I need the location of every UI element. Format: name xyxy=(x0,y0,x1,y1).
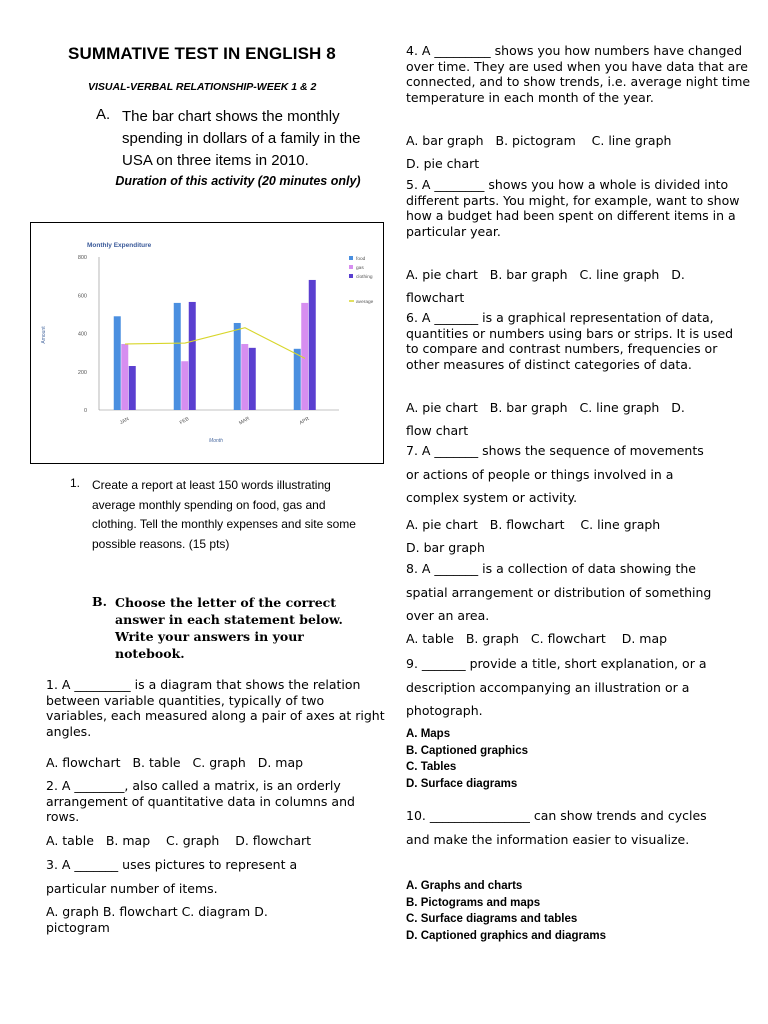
question-9-option-a: A. Maps xyxy=(406,728,451,740)
x-tick-label: JAN xyxy=(118,416,131,427)
question-4-choices: A. bar graph B. pictogram C. line graph D. pie chart xyxy=(406,133,672,171)
legend-label-gas: gas xyxy=(356,266,364,271)
question-10-option-a: A. Graphs and charts xyxy=(406,880,523,892)
legend-label-average: average xyxy=(356,300,374,305)
x-tick-label: FEB xyxy=(178,416,191,427)
bar-gas-jan xyxy=(121,344,128,410)
section-b-text: Choose the letter of the correct answer in each statement below. Write your answers in your notebook. xyxy=(115,595,343,661)
section-a-letter: A. xyxy=(96,106,111,123)
question-10-stem: 10. ________________ can show trends and cycles and make the information easier to visualize. xyxy=(406,808,707,847)
bar-food-mar xyxy=(234,323,241,410)
x-tick-label: MAR xyxy=(238,415,251,427)
question-1-choices: A. flowchart B. table C. graph D. map xyxy=(46,755,304,770)
legend-swatch-clothing xyxy=(349,274,353,278)
page-title: SUMMATIVE TEST IN ENGLISH 8 xyxy=(68,44,336,63)
question-1-stem: 1. A _________ is a diagram that shows the relation between variable quantities, typically of two variables, each measured along a pair of axes at right angles. xyxy=(46,677,385,739)
x-axis-label: Month xyxy=(209,438,223,444)
y-tick-label: 600 xyxy=(77,293,87,300)
bar-food-feb xyxy=(174,303,181,410)
question-7-choices: A. pie chart B. flowchart C. line graph D. bar graph xyxy=(406,517,661,555)
question-10-options xyxy=(406,878,606,944)
legend-label-clothing: clothing xyxy=(356,275,373,280)
legend-swatch-food xyxy=(349,256,353,260)
bar-clothing-mar xyxy=(249,348,256,410)
duration-note: Duration of this activity (20 minutes only) xyxy=(115,174,361,188)
question-6-stem: 6. A _______ is a graphical representation of data, quantities or numbers using bars or strips. It is used to compare and contrast numbers, frequencies or other measures of distinct categories of data. xyxy=(406,310,734,372)
average-line xyxy=(125,328,305,359)
section-b-letter: B. xyxy=(92,594,107,609)
question-10-option-b: B. Pictograms and maps xyxy=(406,896,541,909)
question-5-choices: A. pie chart B. bar graph C. line graph D. flowchart xyxy=(406,267,685,305)
question-9-option-d: D. Surface diagrams xyxy=(406,777,518,790)
question-8-choices: A. table B. graph C. flowchart D. map xyxy=(406,631,668,646)
question-9-options xyxy=(406,726,528,792)
bar-clothing-feb xyxy=(189,302,196,410)
question-10-option-c: C. Surface diagrams and tables xyxy=(406,913,578,925)
task-1-number: 1. xyxy=(70,476,81,490)
average-line-series xyxy=(125,328,305,359)
section-a-text: The bar chart shows the monthly spending in dollars of a family in the USA on three items in 2010. xyxy=(122,108,361,169)
question-3-stem: 3. A _______ uses pictures to represent a particular number of items. xyxy=(46,857,298,896)
question-2-choices: A. table B. map C. graph D. flowchart xyxy=(46,833,312,848)
bar-clothing-apr xyxy=(309,280,316,410)
bar-clothing-jan xyxy=(129,366,136,410)
bar-gas-mar xyxy=(241,344,248,410)
chart-legend xyxy=(349,256,374,305)
chart-frame xyxy=(30,222,384,464)
x-tick-labels xyxy=(119,416,311,427)
question-4-stem: 4. A _________ shows you how numbers have changed over time. They are used when you have data that are connected, and to show trends, i.e. average night time temperature in each month of the year. xyxy=(406,43,751,105)
question-9-option-c: C. Tables xyxy=(406,761,457,773)
x-tick-label: APR xyxy=(298,415,311,427)
bar-food-jan xyxy=(114,316,121,410)
question-3-choices: A. graph B. flowchart C. diagram D. pictogram xyxy=(46,904,268,935)
question-5-stem: 5. A ________ shows you how a whole is divided into different parts. You might, for example, want to show how a budget had been spent on different items in a particular year. xyxy=(406,177,740,239)
chart-title: Monthly Expenditure xyxy=(87,242,152,249)
y-tick-label: 0 xyxy=(83,408,87,414)
y-tick-label: 200 xyxy=(77,369,87,376)
y-tick-label: 800 xyxy=(77,255,87,261)
monthly-expenditure-chart xyxy=(31,223,383,463)
task-1-text: Create a report at least 150 words illustrating average monthly spending on food, gas and clothing. Tell the monthly expenses and site some possible reasons. (15 pts) xyxy=(92,478,356,551)
bar-gas-feb xyxy=(181,361,188,410)
legend-label-food: food xyxy=(356,257,366,262)
bar-food-apr xyxy=(294,349,301,410)
question-8-stem: 8. A _______ is a collection of data showing the spatial arrangement or distribution of something over an area. xyxy=(406,561,712,623)
question-10-option-d: D. Captioned graphics and diagrams xyxy=(406,929,607,942)
question-2-stem: 2. A ________, also called a matrix, is an orderly arrangement of quantitative data in columns and rows. xyxy=(46,778,355,824)
y-axis-label: Amount xyxy=(41,326,47,344)
bar-series xyxy=(114,280,316,410)
question-6-choices: A. pie chart B. bar graph C. line graph D. flow chart xyxy=(406,400,685,438)
page-subtitle: VISUAL-VERBAL RELATIONSHIP-WEEK 1 & 2 xyxy=(88,81,317,93)
question-9-option-b: B. Captioned graphics xyxy=(406,744,529,757)
y-tick-labels xyxy=(78,255,87,414)
question-7-stem: 7. A _______ shows the sequence of movements or actions of people or things involved in a complex system or activity. xyxy=(406,443,704,505)
question-9-stem: 9. _______ provide a title, short explanation, or a description accompanying an illustration or a photograph. xyxy=(406,656,707,718)
y-tick-label: 400 xyxy=(77,331,87,338)
legend-swatch-gas xyxy=(349,265,353,269)
